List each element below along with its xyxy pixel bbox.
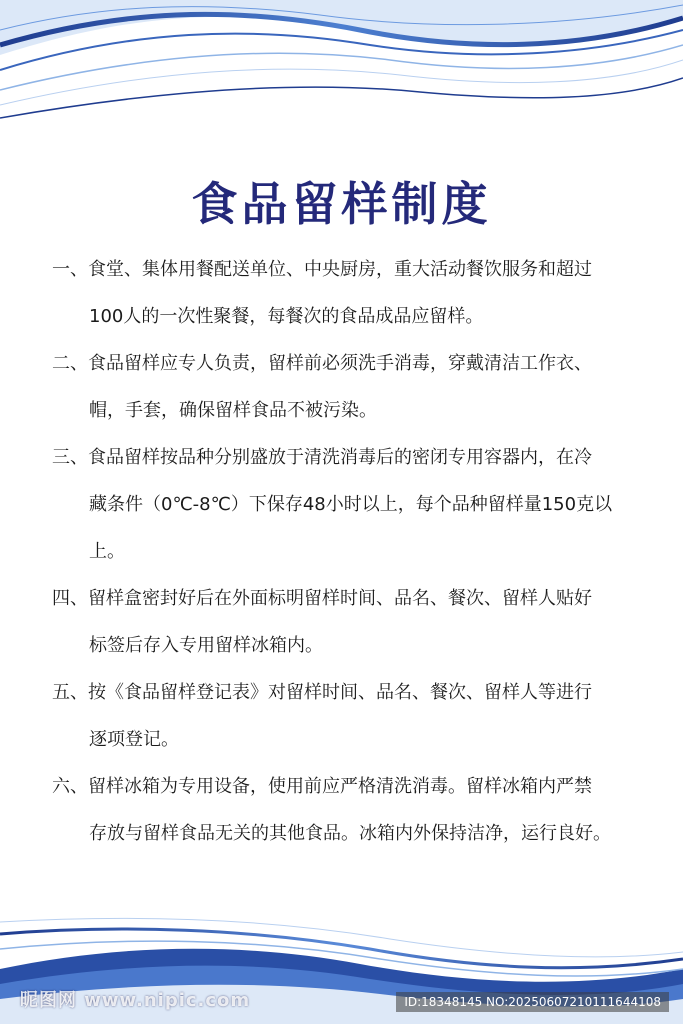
rule-line: 存放与留样食品无关的其他食品。冰箱内外保持洁净，运行良好。 — [89, 823, 611, 844]
site-watermark: 昵图网 www.nipic.com — [20, 990, 251, 1011]
rule-line: 帽，手套，确保留样食品不被污染。 — [89, 400, 377, 421]
page-title: 食品留样制度 — [191, 177, 492, 231]
rule-item-3 — [0, 434, 683, 575]
rule-item-1 — [0, 246, 683, 340]
rule-item-4 — [0, 575, 683, 669]
rule-line: 标签后存入专用留样冰箱内。 — [89, 635, 323, 656]
rules-list — [0, 246, 683, 857]
rule-line: 上。 — [89, 541, 125, 562]
rule-line: 三、食品留样按品种分别盛放于清洗消毒后的密闭专用容器内，在冷 — [52, 447, 592, 468]
rule-line: 逐项登记。 — [89, 729, 179, 750]
rule-line: 一、食堂、集体用餐配送单位、中央厨房，重大活动餐饮服务和超过 — [52, 259, 592, 280]
rule-item-2 — [0, 340, 683, 434]
id-watermark: ID:18348145 NO:20250607210111644108 — [396, 992, 669, 1012]
rule-line: 藏条件（0℃-8℃）下保存48小时以上，每个品种留样量150克以 — [89, 494, 613, 515]
rule-line: 二、食品留样应专人负责，留样前必须洗手消毒，穿戴清洁工作衣、 — [52, 353, 592, 374]
top-wave-decoration — [0, 0, 683, 130]
rule-item-5 — [0, 669, 683, 763]
rule-line: 五、按《食品留样登记表》对留样时间、品名、餐次、留样人等进行 — [52, 682, 592, 703]
rule-line: 100人的一次性聚餐，每餐次的食品成品应留样。 — [89, 306, 484, 327]
rule-line: 四、留样盒密封好后在外面标明留样时间、品名、餐次、留样人贴好 — [52, 588, 592, 609]
rule-line: 六、留样冰箱为专用设备，使用前应严格清洗消毒。留样冰箱内严禁 — [52, 776, 592, 797]
rule-item-6 — [0, 763, 683, 857]
